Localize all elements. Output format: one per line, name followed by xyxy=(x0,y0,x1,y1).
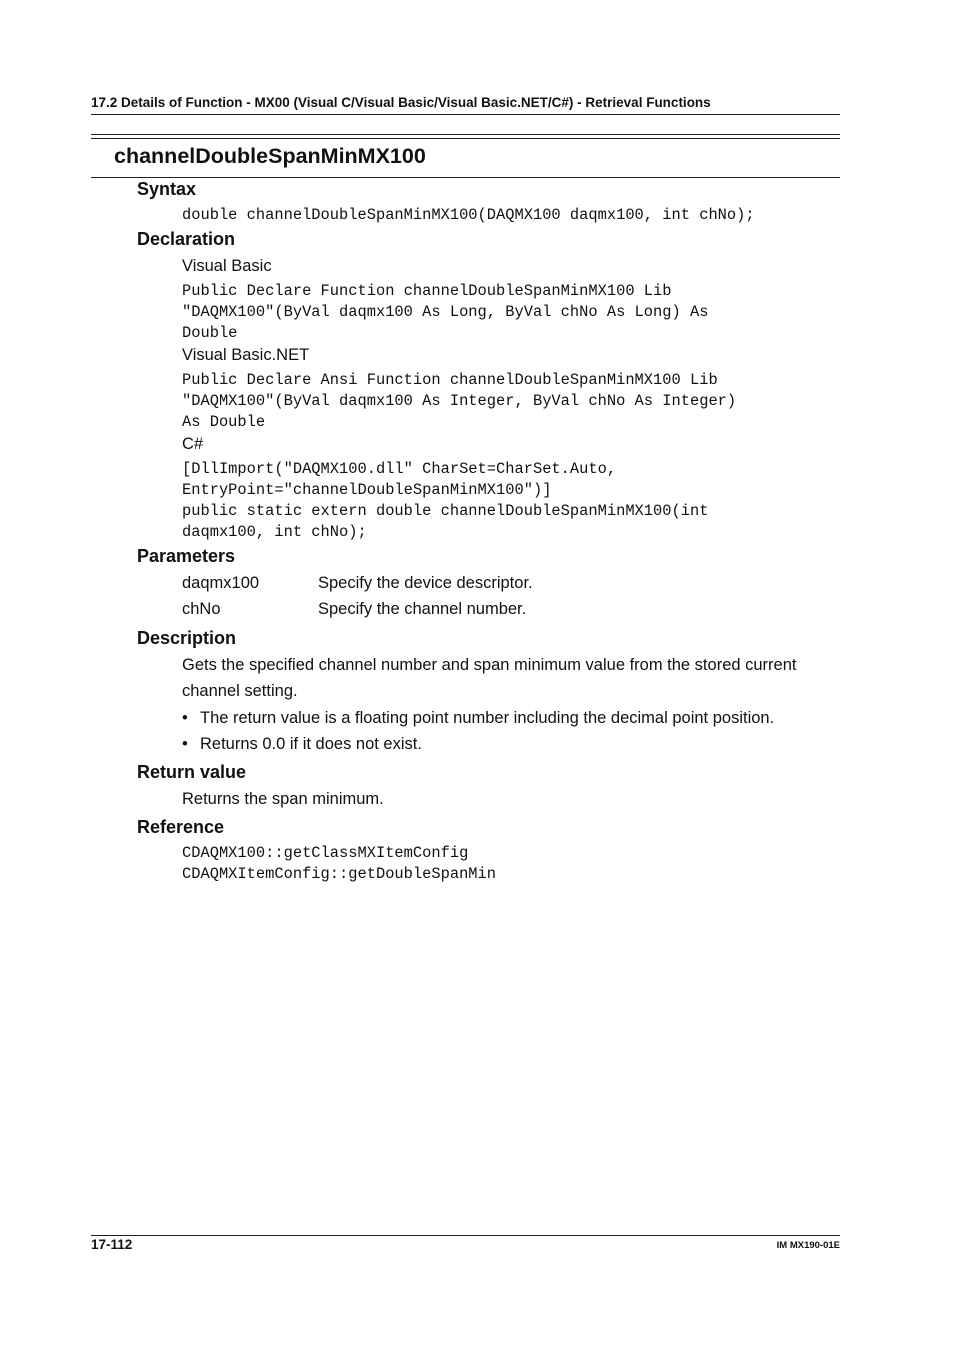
vb-code-line: Public Declare Function channelDoubleSpanMinMX100 Lib xyxy=(182,282,672,300)
bullet-item xyxy=(182,709,774,728)
vbnet-code-line: As Double xyxy=(182,413,266,431)
vb-code-line: "DAQMX100"(ByVal daqmx100 As Long, ByVal chNo As Long) As xyxy=(182,303,709,321)
reference-item: CDAQMXItemConfig::getDoubleSpanMin xyxy=(182,865,497,883)
description-text: Gets the specified channel number and span minimum value from the stored current xyxy=(182,656,797,674)
cs-label: C# xyxy=(182,435,204,453)
footer-rule xyxy=(91,1235,840,1236)
param-name: daqmx100 xyxy=(182,574,260,592)
parameters-heading: Parameters xyxy=(137,546,236,566)
cs-code-line: [DllImport("DAQMX100.dll" CharSet=CharSet.Auto, xyxy=(182,460,617,478)
document-id: IM MX190-01E xyxy=(776,1240,840,1251)
declaration-heading: Declaration xyxy=(137,229,236,249)
param-description: Specify the channel number. xyxy=(318,600,527,618)
title-rule-bottom xyxy=(91,177,840,178)
reference-heading: Reference xyxy=(137,817,225,837)
reference-item: CDAQMX100::getClassMXItemConfig xyxy=(182,844,469,862)
vbnet-code-line: Public Declare Ansi Function channelDoubleSpanMinMX100 Lib xyxy=(182,371,718,389)
cs-code-line: EntryPoint="channelDoubleSpanMinMX100")] xyxy=(182,481,552,499)
param-description: Specify the device descriptor. xyxy=(318,574,533,592)
return-value-text: Returns the span minimum. xyxy=(182,790,384,808)
param-name: chNo xyxy=(182,600,221,618)
bullet-item xyxy=(182,735,422,754)
syntax-heading: Syntax xyxy=(137,179,197,199)
syntax-code: double channelDoubleSpanMinMX100(DAQMX100 daqmx100, int chNo); xyxy=(182,206,755,224)
vbnet-code-line: "DAQMX100"(ByVal daqmx100 As Integer, ByVal chNo As Integer) xyxy=(182,392,737,410)
bullet-glyph: • xyxy=(182,709,188,727)
title-rule-top-inner xyxy=(91,138,840,139)
description-text: channel setting. xyxy=(182,682,298,700)
return-value-heading: Return value xyxy=(137,762,247,782)
page-number: 17-112 xyxy=(91,1237,133,1252)
bullet-glyph: • xyxy=(182,735,188,753)
vbnet-label: Visual Basic.NET xyxy=(182,346,310,364)
cs-code-line: daqmx100, int chNo); xyxy=(182,523,367,541)
function-title: channelDoubleSpanMinMX100 xyxy=(114,144,426,168)
cs-code-line: public static extern double channelDoubleSpanMinMX100(int xyxy=(182,502,709,520)
running-header: 17.2 Details of Function - MX00 (Visual C/Visual Basic/Visual Basic.NET/C#) - Retrieval Functions xyxy=(91,95,711,110)
vb-label: Visual Basic xyxy=(182,257,272,275)
bullet-text: The return value is a floating point number including the decimal point position. xyxy=(200,709,775,727)
vb-code-line: Double xyxy=(182,324,238,342)
title-rule-top xyxy=(91,134,840,135)
description-heading: Description xyxy=(137,628,237,648)
bullet-text: Returns 0.0 if it does not exist. xyxy=(200,735,422,753)
header-rule xyxy=(91,114,840,115)
